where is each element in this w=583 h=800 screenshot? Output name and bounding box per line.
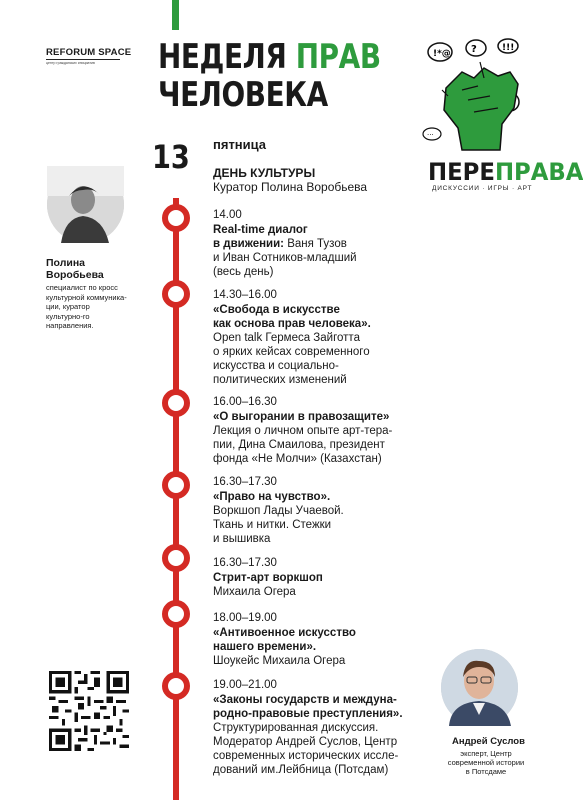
event-line: в движении: Ваня Тузов <box>213 238 347 250</box>
event-time: 18.00–19.00 <box>213 612 277 624</box>
title-line2: ЧЕЛОВЕКА <box>158 75 328 115</box>
title-line1a: НЕДЕЛЯ <box>158 37 296 77</box>
event-line: «Свобода в искусстве <box>213 304 340 316</box>
svg-text:!*@: !*@ <box>433 49 451 59</box>
event-line: Стрит-арт воркшоп <box>213 572 323 584</box>
logo-text: REFORUM SPACE <box>46 47 132 58</box>
event-time: 14.30–16.00 <box>213 289 277 301</box>
organizer-logo <box>46 47 132 65</box>
event-line: «Право на чувство». <box>213 491 331 503</box>
svg-text:?: ? <box>471 44 477 55</box>
event-6 <box>213 611 423 668</box>
event-line: Модератор Андрей Суслов, Центр <box>213 736 398 748</box>
expert-avatar <box>441 649 518 726</box>
event-line: искусства и социально- <box>213 360 339 372</box>
event-2 <box>213 288 423 387</box>
event-time: 19.00–21.00 <box>213 679 277 691</box>
event-line: «Антивоенное искусство <box>213 627 356 639</box>
event-line: о ярких кейсах современного <box>213 346 370 358</box>
event-7 <box>213 678 423 777</box>
day-curator: Куратор Полина Воробьева <box>213 180 368 194</box>
event-line: дований им.Лейбница (Потсдам) <box>213 764 389 776</box>
svg-text:···: ··· <box>427 131 434 139</box>
brand-name-b: ПРАВА <box>494 158 583 186</box>
qr-code-icon[interactable] <box>49 671 129 751</box>
event-3 <box>213 395 423 466</box>
event-line: пии, Дина Смаилова, президент <box>213 439 385 451</box>
event-line: «О выгорании в правозащите» <box>213 411 390 423</box>
event-line: и Иван Сотников-младший <box>213 252 357 264</box>
event-line: Ткань и нитки. Стежки <box>213 519 332 531</box>
event-line: современных исторических иссле- <box>213 750 399 762</box>
logo-subtext: центр гражданских инициатив <box>46 61 95 65</box>
event-line: как основа прав человека». <box>213 318 371 330</box>
timeline <box>160 198 192 800</box>
brand-tagline: ДИСКУССИИ · ИГРЫ · АРТ <box>432 185 533 192</box>
event-line: Структурированная дискуссия. <box>213 722 379 734</box>
expert-description: эксперт, Центр современной истории в Потсдаме <box>447 749 525 776</box>
page-title <box>158 38 381 114</box>
event-line: Real-time диалог <box>213 224 308 236</box>
brand-name <box>428 158 583 186</box>
curator-avatar <box>47 166 124 243</box>
event-line: Шоукейс Михаила Огера <box>213 655 346 667</box>
event-4 <box>213 475 423 546</box>
curator-description: специалист по кросс культурной коммуника-ции, куратор культурно-го направления. <box>46 283 127 330</box>
event-line: «Законы государств и междуна- <box>213 694 397 706</box>
day-number: 13 <box>152 138 190 176</box>
day-theme: ДЕНЬ КУЛЬТУРЫ <box>213 166 316 180</box>
event-line: политических изменений <box>213 374 347 386</box>
event-line: Open talk Гермеса Зайготта <box>213 332 360 344</box>
top-bar <box>172 0 179 30</box>
event-line: Лекция о личном опыте арт-тера- <box>213 425 393 437</box>
event-time: 16.00–16.30 <box>213 396 277 408</box>
event-time: 16.30–17.30 <box>213 476 277 488</box>
event-time: 16.30–17.30 <box>213 557 277 569</box>
event-line: Михаила Огера <box>213 586 296 598</box>
curator-name: Полина Воробьева <box>46 257 104 281</box>
weekday: пятница <box>213 137 267 152</box>
event-line: родно-правовые преступления». <box>213 708 403 720</box>
event-line: нашего времени». <box>213 641 317 653</box>
event-line: и вышивка <box>213 533 271 545</box>
title-line1b: ПРАВ <box>295 37 381 77</box>
svg-text:!!!: !!! <box>502 43 515 53</box>
event-line: Воркшоп Лады Учаевой. <box>213 505 344 517</box>
event-5 <box>213 556 423 599</box>
event-line: фонда «Не Молчи» (Казахстан) <box>213 453 382 465</box>
event-time: 14.00 <box>213 209 242 221</box>
brand-name-a: ПЕРЕ <box>428 158 495 186</box>
event-1 <box>213 208 423 279</box>
event-line: (весь день) <box>213 266 274 278</box>
expert-name: Андрей Суслов <box>452 736 525 747</box>
